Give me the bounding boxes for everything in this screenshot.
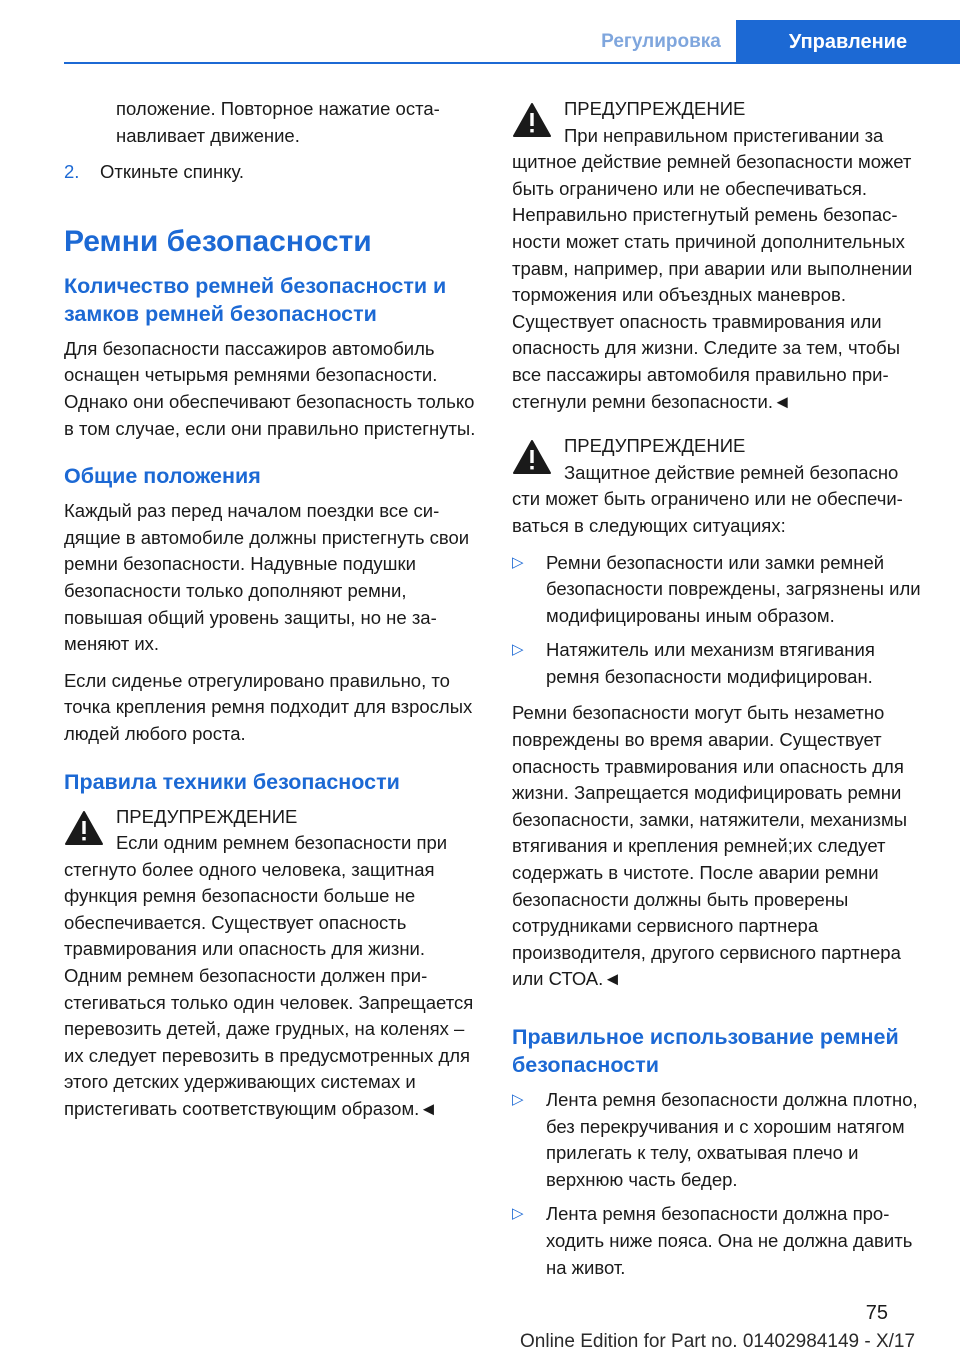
section-tab-upravlenie[interactable]: Управление xyxy=(736,20,960,64)
list-item-text: Лента ремня безопасности должна проходить ниже пояса. Она не должна давить на живот. xyxy=(546,1203,913,1278)
list-item xyxy=(512,1201,924,1281)
step-text: Откиньте спинку. xyxy=(100,161,245,183)
warning-body: сти может быть ограничено или не обеспечиваться в следующих ситуациях: xyxy=(512,488,903,536)
warning-block xyxy=(512,433,924,539)
list-item-text: Лента ремня безопасности должна плотно, без перекручивания и с хорошим натягом прилегать к телу, охватывая плечо и верхнюю часть бедер. xyxy=(546,1089,918,1190)
page-number: 75 xyxy=(865,1302,888,1324)
bullet-triangle-icon: ▷ xyxy=(512,1205,524,1223)
bullet-triangle-icon: ▷ xyxy=(512,553,524,571)
bullet-triangle-icon: ▷ xyxy=(512,641,524,659)
warning-triangle-icon xyxy=(512,433,564,486)
step-number: 2. xyxy=(64,161,80,183)
warning-title: ПРЕДУПРЕЖДЕНИЕ xyxy=(564,98,746,119)
subheading-count: Количество ремней безопасности и замков ремней безопасности xyxy=(64,273,447,326)
right-column xyxy=(512,96,924,1281)
list-item-text: Ремни безопасности или замки ремней безопасности повреждены, загрязнены или модифицированы иным образом. xyxy=(546,551,921,626)
warning-triangle-icon xyxy=(512,96,564,149)
subheading-general: Общие положения xyxy=(64,464,261,489)
warning-title: ПРЕДУПРЕЖДЕНИЕ xyxy=(564,435,746,457)
section-tab-regulirovka[interactable]: Регулировка xyxy=(601,31,721,52)
paragraph-general-1: Каждый раз перед началом поездки все сидящие в автомобиле должны пристегнуть свои ремни безопасности. Надувные подушки безопасности только дополняют ремни, повышая общий уровень защиты, но не заменяют их. xyxy=(64,500,470,655)
warning-triangle-icon xyxy=(64,804,116,857)
step-item xyxy=(64,159,476,186)
warning-first-line: Защитное действие ремней безопасно xyxy=(564,461,899,483)
bullet-triangle-icon: ▷ xyxy=(512,1091,524,1108)
warning-block xyxy=(64,804,476,1123)
list-item xyxy=(512,637,924,690)
paragraph-count: Для безопасности пассажиров автомобиль оснащен четырьмя ремнями безопасности. Однако они обеспечивают безопасность только в том случае, если они правильно пристегнуты. xyxy=(64,337,476,439)
paragraph-general-2: Если сиденье отрегулировано правильно, то точка крепления ремня подходит для взрослых людей любого роста. xyxy=(64,669,473,744)
step-continuation: положение. Повторное нажатие останавливает движение. xyxy=(116,98,440,146)
page-header xyxy=(0,0,960,64)
warning-block xyxy=(512,96,924,415)
list-item xyxy=(512,1087,924,1193)
subheading-correct-use: Правильное использование ремней безопасности xyxy=(512,1025,899,1077)
list-item xyxy=(512,550,924,630)
subheading-rules: Правила техники безопасности xyxy=(64,769,400,794)
list-item-text: Натяжитель или механизм втягивания ремня безопасности модифицирован. xyxy=(546,639,875,687)
paragraph-damage: Ремни безопасности могут быть незаметно повреждены во время аварии. Существует опасность травмирования или опасность для жизни. Запрещается модифицировать ремни безопасности, замки, натяжители, механизмы втягивания и крепления ремней;их следует содержать в чистоте. После аварии ремни безопасности должны быть проверены сотрудниками сервисного партнера производителя, другого сервисного партнера или СТОА.◄ xyxy=(512,702,908,990)
warning-first-line: При неправильном пристегивании за xyxy=(564,124,884,146)
warning-first-line: Если одним ремнем безопасности при xyxy=(116,832,448,854)
edition-footer: Online Edition for Part no. 01402984149 - X/17 xyxy=(520,1331,916,1352)
left-column xyxy=(64,96,476,1123)
warning-title: ПРЕДУПРЕЖДЕНИЕ xyxy=(116,805,298,827)
section-title: Ремни безопасности xyxy=(64,224,372,258)
header-rule xyxy=(64,62,960,64)
warning-body: стегнуто более одного человека, защитная функция ремня безопасности больше не обеспечивается. Существует опасность травмирования или опасность для жизни. Одним ремнем безопасности должен пристегиваться только один человек. Запрещается перевозить детей, даже грудных, на коленях – их следует перевозить в предусмотренных для этого детских удерживающих системах и пристегивать соответствующим образом.◄ xyxy=(64,858,474,1120)
warning-body: щитное действие ремней безопасности может быть ограничено или не обеспечиваться. Неправильно пристегнутый ремень безопасности может стать причиной дополнительных травм, например, при аварии или выполнении торможения или объездных маневров. Существует опасность травмирования или опасность для жизни. Следите за тем, чтобы все пассажиры автомобиля правильно пристегнули ремни безопасности.◄ xyxy=(512,151,913,412)
